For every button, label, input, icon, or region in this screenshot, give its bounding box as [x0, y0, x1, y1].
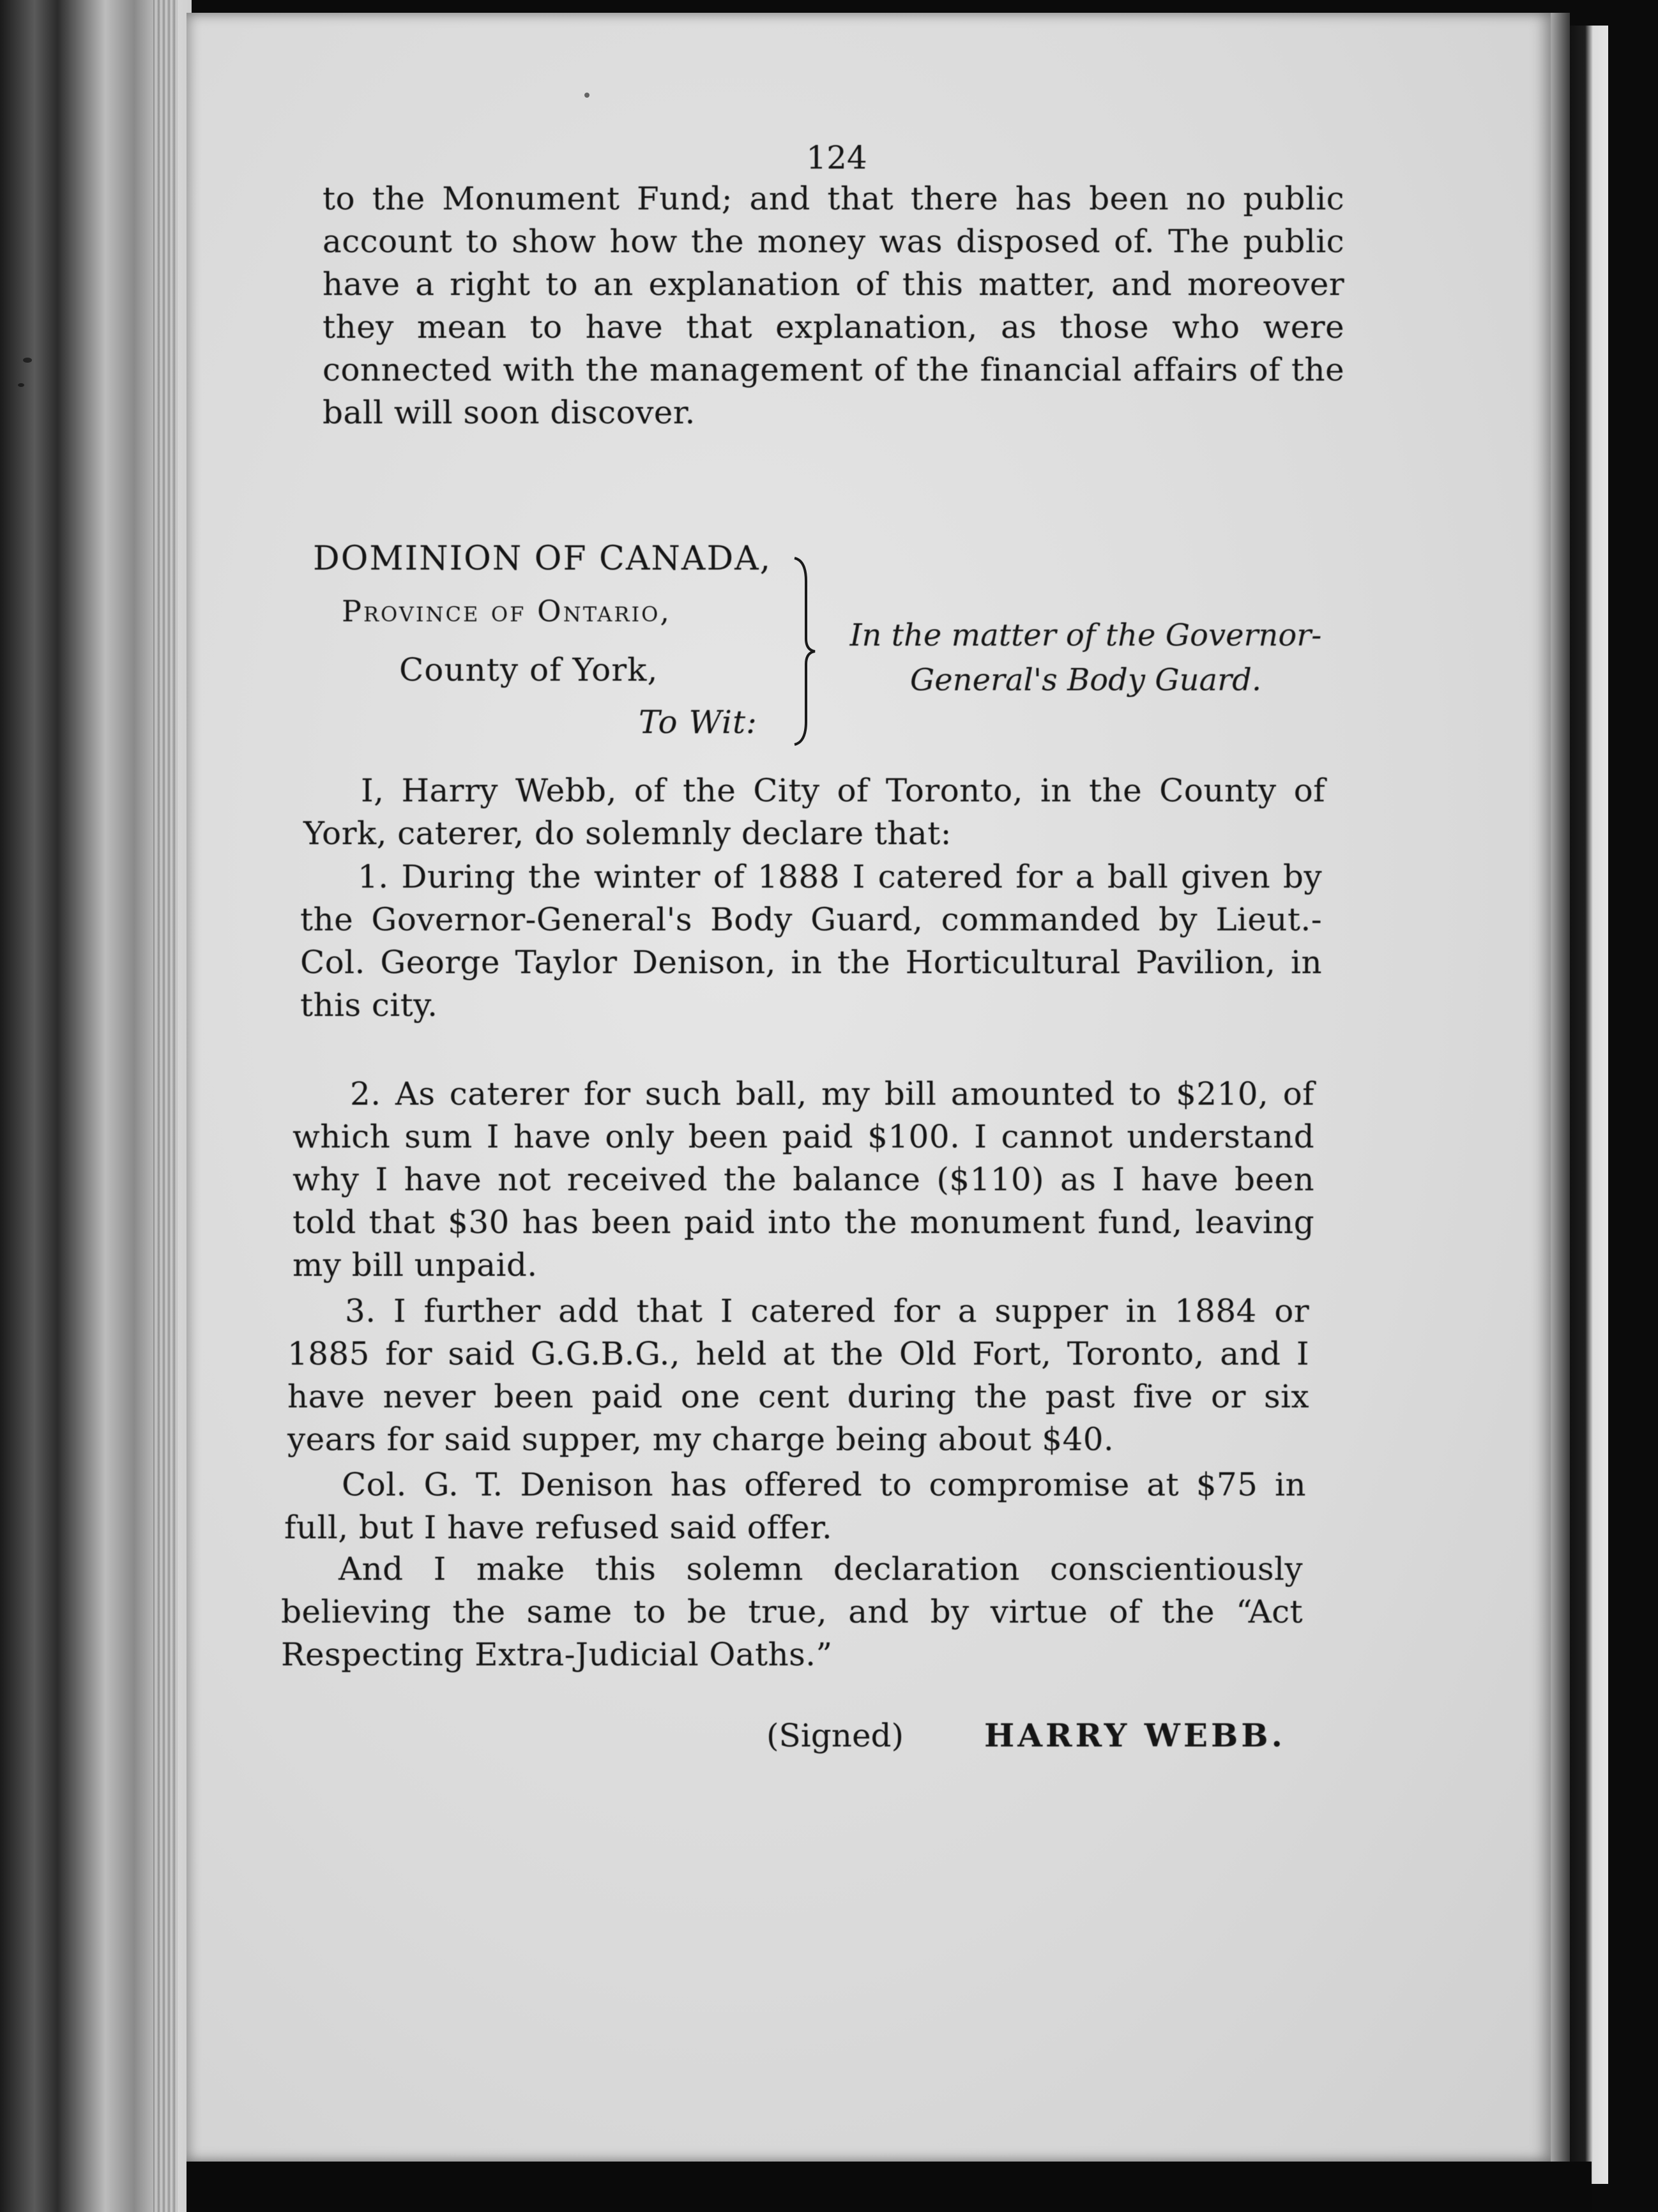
venue-country: DOMINION OF CANADA, — [313, 540, 772, 578]
page-number: 124 — [806, 139, 867, 176]
declaration-compromise: Col. G. T. Denison has offered to compromise at $75 in full, but I have refused said offer. — [284, 1466, 1306, 1546]
page-gutter-shadow — [1551, 13, 1570, 2197]
scan-speck — [23, 358, 32, 363]
venue-province: Province of Ontario, — [342, 594, 671, 628]
scan-speck — [18, 383, 24, 387]
venue-county: County of York, — [399, 651, 658, 688]
matter-caption: In the matter of the Governor-General's Body Guard. — [849, 617, 1322, 698]
declaration-item-2: 2. As caterer for such ball, my bill amounted to $210, of which sum I have only been paid $100. I cannot understand why I have not received the balance ($110) as I have been told that $30 has been paid into the monument fund, leaving my bill unpaid. — [293, 1075, 1314, 1284]
signature-line — [766, 1716, 1286, 1754]
venue-to-wit: To Wit: — [639, 704, 757, 741]
facing-page-edge — [1570, 26, 1608, 2184]
signed-label: (Signed) — [766, 1717, 904, 1754]
declaration-item-3: 3. I further add that I catered for a supper in 1884 or 1885 for said G.G.B.G., held at the Old Fort, Toronto, and I have never been paid one cent during the past five or six years for said supper, my charge being about $40. — [287, 1292, 1309, 1458]
intro-paragraph: to the Monument Fund; and that there has been no public account to show how the money was disposed of. The public have a right to an explanation of this matter, and moreover they mean to have that explanation, as those who were connected with the management of the financial affairs of the ball will soon discover. — [323, 180, 1344, 431]
signer-name: HARRY WEBB. — [984, 1716, 1286, 1754]
scan-speck — [584, 93, 589, 98]
scan-background — [186, 2162, 1592, 2212]
declaration-oath: And I make this solemn declaration conscientiously believing the same to be true, and by virtue of the “Act Respecting Extra-Judicial Oaths.” — [281, 1550, 1303, 1673]
binding-edge — [153, 0, 178, 2212]
declaration-intro: I, Harry Webb, of the City of Toronto, in the County of York, caterer, do solemnly declare that: — [303, 772, 1325, 852]
declaration-item-1: 1. During the winter of 1888 I catered for a ball given by the Governor-General's Body Guard, commanded by Lieut.-Col. George Taylor Denison, in the Horticultural Pavilion, in this city. — [300, 858, 1322, 1024]
curly-brace-icon — [792, 556, 818, 747]
